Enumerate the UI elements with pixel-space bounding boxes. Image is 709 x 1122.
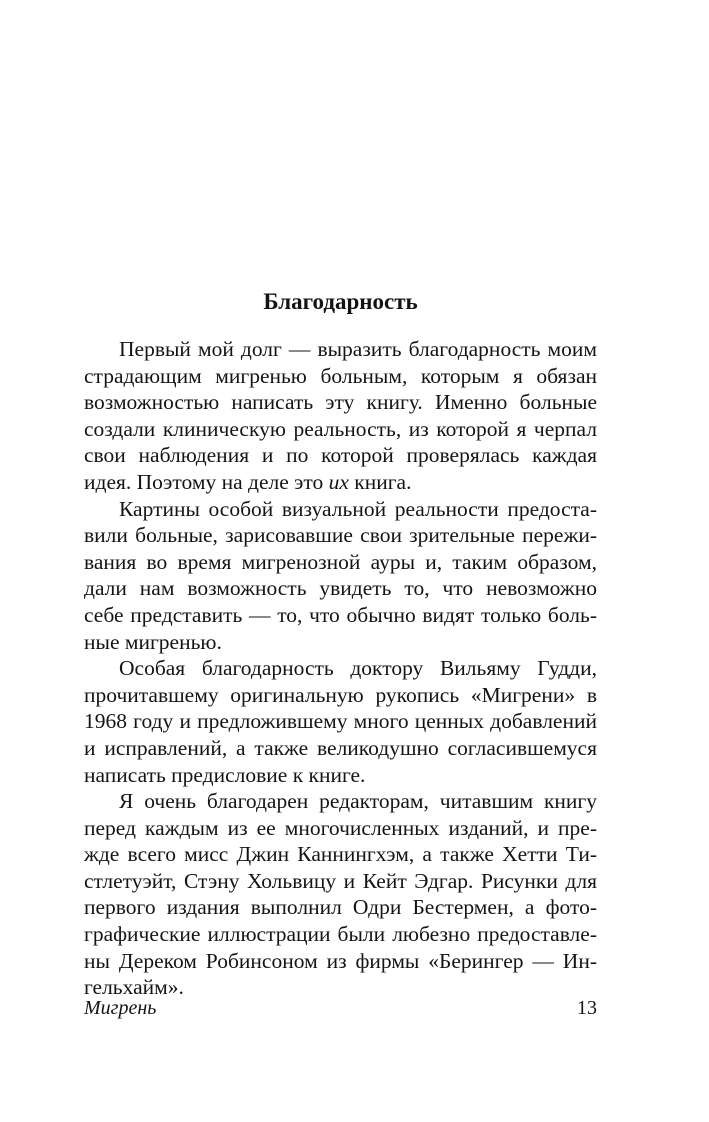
text-line: графические иллюстрации были любезно предоставле- bbox=[84, 922, 597, 947]
text-line: Картины особой визуальной реальности предоста- bbox=[119, 496, 597, 521]
text-line: прочитавшему оригинальную рукопись «Мигрени» в bbox=[84, 682, 597, 707]
text-segment: книга. bbox=[348, 469, 412, 494]
text-line: себе представить — то, что обычно видят только боль- bbox=[84, 602, 597, 627]
page-title: Благодарность bbox=[263, 289, 418, 314]
text-line: перед каждым из ее многочисленных изданий, и пре- bbox=[84, 815, 597, 840]
text-line: жде всего мисс Джин Каннингхэм, а также Хетти Ти- bbox=[84, 842, 597, 867]
text-line: Особая благодарность доктору Вильяму Гудди, bbox=[119, 656, 597, 681]
text-line: 1968 году и предложившему много ценных добавлений bbox=[84, 709, 597, 734]
text-line bbox=[84, 469, 597, 496]
paragraph-2 bbox=[84, 496, 597, 656]
text-line: вили больные, зарисовавшие свои зрительные пережи- bbox=[84, 523, 597, 548]
text-line: Первый мой долг — выразить благодарность моим bbox=[119, 337, 597, 361]
text-line: свои наблюдения и по которой проверялась каждая bbox=[84, 443, 597, 468]
text-line: гельхайм». bbox=[84, 975, 184, 1000]
body-text bbox=[84, 336, 597, 1001]
text-line: первого издания выполнил Одри Бестермен, а фото- bbox=[84, 895, 597, 920]
text-line: ные мигренью. bbox=[84, 629, 222, 654]
paragraph-3 bbox=[84, 655, 597, 788]
page-number: 13 bbox=[577, 997, 597, 1019]
text-line: создали клиническую реальность, из которой я черпал bbox=[84, 416, 597, 441]
text-line: возможностью написать эту книгу. Именно больные bbox=[84, 390, 597, 415]
text-line: Я очень благодарен редакторам, читавшим книгу bbox=[119, 789, 597, 814]
text-line: дали нам возможность увидеть то, что невозможно bbox=[84, 576, 597, 601]
text-line: стлетуэйт, Стэну Хольвицу и Кейт Эдгар. Рисунки для bbox=[84, 868, 597, 893]
text-line: ны Дереком Робинсоном из фирмы «Берингер — Ин- bbox=[84, 948, 597, 973]
emphasis-text: их bbox=[328, 469, 349, 494]
text-line: и исправлений, а также великодушно согласившемуся bbox=[84, 735, 597, 760]
text-line: страдающим мигренью больным, которым я обязан bbox=[84, 363, 597, 388]
running-title: Мигрень bbox=[84, 997, 157, 1019]
text-segment: идея. Поэтому на деле это bbox=[84, 469, 329, 494]
text-line: вания во время мигренозной ауры и, таким образом, bbox=[84, 549, 597, 574]
text-line: написать предисловие к книге. bbox=[84, 762, 366, 787]
paragraph-4 bbox=[84, 788, 597, 1001]
paragraph-1 bbox=[84, 336, 597, 496]
